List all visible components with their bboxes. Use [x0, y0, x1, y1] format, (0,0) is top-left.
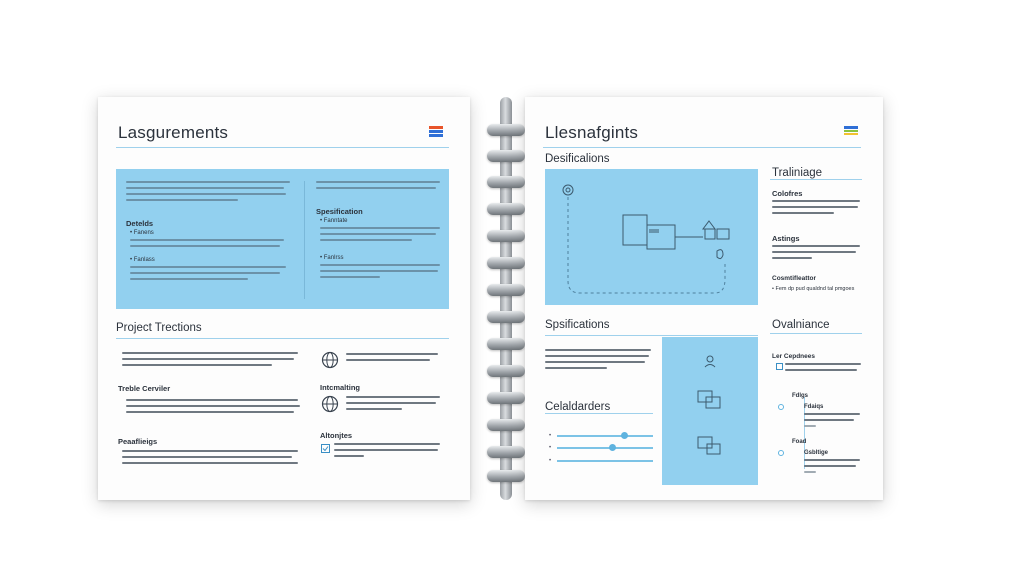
globe-icon — [320, 350, 340, 370]
calendars-divider — [545, 413, 653, 414]
checkbox-text — [334, 443, 444, 461]
side-title: Traliniage — [772, 167, 823, 179]
project-sub-3: Intcmalting — [320, 383, 361, 392]
diagram-flow — [545, 169, 758, 305]
title-divider — [116, 147, 449, 148]
side-text-1 — [772, 200, 862, 218]
binder-ring — [487, 446, 525, 458]
left-page-title: Lasgurements — [118, 123, 229, 142]
timeline-text-2 — [804, 459, 864, 477]
binder-ring — [487, 230, 525, 242]
project-sub-1: Treble Cerviler — [118, 384, 171, 393]
binder-ring — [487, 203, 525, 215]
specifications-text — [545, 349, 655, 373]
calendar-slider-3[interactable]: • — [549, 456, 653, 466]
project-divider — [116, 338, 449, 339]
project-text-2 — [122, 450, 302, 468]
spec-bullet-2: • Fanlrss — [320, 255, 344, 261]
project-sub-2: Peaaflieigs — [118, 437, 158, 446]
user-icon — [702, 353, 718, 369]
binder-ring — [487, 392, 525, 404]
side-text-2 — [772, 245, 862, 263]
binder-ring — [487, 150, 525, 162]
intro-text — [126, 181, 294, 205]
left-page — [98, 97, 470, 500]
spec-text-2 — [320, 264, 444, 282]
globe-text — [346, 353, 442, 365]
details-heading: Detelds — [126, 219, 154, 228]
ovainance-sub: Ler Cepdnees — [772, 353, 815, 360]
details-bullet-2: • Fanlass — [130, 257, 155, 263]
binder-ring — [487, 176, 525, 188]
side-sub-2: Astings — [772, 234, 800, 243]
project-sub-4: Altonjtes — [320, 431, 353, 440]
spec-text-1 — [320, 227, 444, 245]
diagram-panel — [545, 169, 758, 305]
calendars-title: Celaldarders — [545, 401, 611, 413]
timeline-label-1: Fdlgs — [792, 393, 808, 399]
spec-bullet-1: • Fanntate — [320, 218, 348, 224]
details-text-2 — [130, 266, 290, 284]
timeline-label-4: Gsbltige — [804, 450, 829, 456]
timeline-dot — [778, 404, 784, 410]
checkbox-icon — [775, 362, 783, 370]
side-divider — [770, 179, 862, 180]
ovainance-divider — [770, 333, 862, 334]
calendar-slider-1[interactable]: • — [549, 431, 653, 441]
document-stack-icon — [696, 389, 724, 411]
flag-icon — [429, 126, 443, 137]
title-divider — [543, 147, 861, 148]
checkbox-icon — [320, 443, 330, 453]
binder-ring — [487, 365, 525, 377]
binder-ring — [487, 470, 525, 482]
spec-heading: Spesification — [316, 207, 363, 216]
icon-panel — [662, 337, 758, 485]
binder-ring — [487, 257, 525, 269]
timeline-text-1 — [804, 413, 864, 431]
ovainance-title: Ovalniance — [772, 319, 830, 331]
flag-icon — [844, 126, 858, 135]
details-text-1 — [130, 239, 290, 251]
binder-ring — [487, 311, 525, 323]
side-sub-3: Cosmtifleattor — [772, 275, 817, 282]
details-panel — [116, 169, 449, 309]
side-bullet: • Fem dp pud qualdnd tal pmgoes — [772, 286, 855, 292]
project-text-1 — [126, 399, 302, 417]
web-text — [346, 396, 442, 414]
side-sub-1: Colofres — [772, 189, 803, 198]
right-page — [525, 97, 883, 500]
specifications-divider — [545, 335, 758, 336]
right-page-title: Llesnafgints — [545, 123, 639, 142]
binder-ring — [487, 419, 525, 431]
binder-ring — [487, 338, 525, 350]
desification-title: Desificalions — [545, 153, 610, 165]
ovainance-text — [785, 363, 863, 375]
specifications-title: Spsifications — [545, 319, 610, 331]
binder-ring — [487, 284, 525, 296]
timeline-label-2: Fdaiqs — [804, 404, 824, 410]
web-icon — [320, 394, 340, 414]
timeline-dot — [778, 450, 784, 456]
project-section-title: Project Trections — [116, 322, 202, 334]
folder-icon — [696, 435, 724, 457]
timeline-label-3: Foad — [792, 439, 807, 445]
column-divider — [304, 181, 305, 299]
calendar-slider-2[interactable]: • — [549, 443, 653, 453]
details-bullet-1: • Fanens — [130, 230, 154, 236]
binder-ring — [487, 124, 525, 136]
spec-intro-text — [316, 181, 442, 193]
project-intro-text — [122, 352, 302, 370]
